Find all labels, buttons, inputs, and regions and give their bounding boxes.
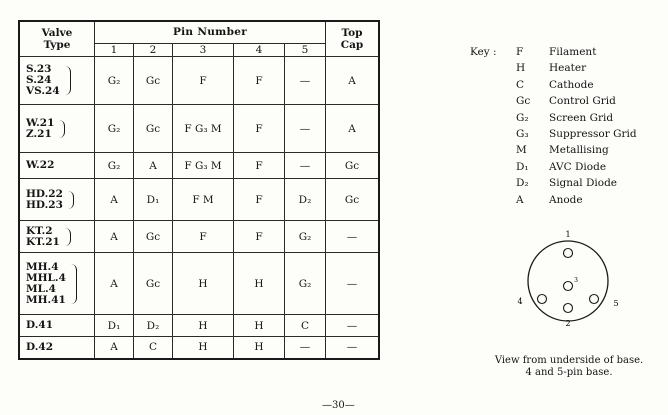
caption-line-2: 4 and 5-pin base.	[525, 367, 613, 378]
top-cap-cell: —	[326, 221, 380, 253]
valve-type-cell	[19, 337, 95, 359]
key-spacer	[470, 142, 516, 158]
key-spacer	[470, 192, 516, 208]
pin-2-cell: Gc	[134, 57, 173, 105]
valve-type-name: MHL.4	[26, 271, 66, 284]
pin-3-cell: F G₃ M	[173, 105, 234, 153]
pin-5-cell: C	[285, 315, 326, 337]
pin-label-3: 3	[574, 277, 578, 284]
pin-4-cell: F	[234, 221, 285, 253]
key-spacer	[470, 93, 516, 109]
key-abbreviation: M	[516, 144, 527, 157]
pin-3-cell: H	[173, 253, 234, 315]
pin-2-header: 2	[134, 43, 173, 56]
pin-2-cell: Gc	[134, 253, 173, 315]
key-abbreviation: A	[516, 193, 524, 206]
key-item	[470, 60, 637, 76]
key-item	[470, 126, 637, 142]
key-meaning: Screen Grid	[549, 111, 614, 124]
pin-4-cell: F	[234, 105, 285, 153]
key-item	[470, 110, 637, 126]
pin-5-cell: —	[285, 105, 326, 153]
key-spacer	[470, 77, 516, 93]
top-cap-cell: Gc	[326, 179, 380, 221]
key-meaning: Anode	[549, 193, 583, 206]
pin-label-2: 2	[565, 319, 571, 328]
key-meaning: Signal Diode	[549, 177, 618, 190]
pin-1-cell: A	[95, 179, 134, 221]
valve-type-name: D.41	[26, 319, 53, 331]
key-meaning: AVC Diode	[549, 160, 607, 173]
valve-type-header	[19, 21, 95, 57]
valve-type-name: VS.24	[26, 85, 60, 97]
valve-type-name: HD.22	[26, 187, 63, 200]
key-legend	[470, 44, 637, 208]
key-item	[470, 159, 637, 175]
valve-type-cell	[19, 153, 95, 179]
pin-4-cell: H	[234, 337, 285, 359]
valve-type-cell	[19, 179, 95, 221]
group-brace	[58, 120, 65, 138]
table-row	[19, 105, 379, 153]
valve-type-name: KT.2	[26, 224, 53, 237]
pin-number-header: Pin Number	[95, 21, 326, 43]
valve-type-name: KT.21	[26, 235, 60, 248]
pin-4-cell: F	[234, 153, 285, 179]
pin-5-header: 5	[285, 43, 326, 56]
top-cap-cell: —	[326, 315, 380, 337]
key-item	[470, 142, 637, 158]
valve-type-header-line2: Type	[43, 39, 71, 51]
key-item	[470, 93, 637, 109]
pin-4-cell: F	[234, 57, 285, 105]
key-meaning: Filament	[549, 46, 597, 58]
key-abbreviation: D₂	[516, 177, 529, 190]
pin-1-cell: G₂	[95, 57, 134, 105]
pin-2-cell: Gc	[134, 105, 173, 153]
valve-type-name: S.23	[26, 63, 52, 75]
table-row	[19, 179, 379, 221]
key-abbreviation: Gc	[516, 95, 531, 108]
pin-3-cell: F	[173, 57, 234, 105]
top-cap-header-line2: Cap	[340, 39, 364, 51]
key-meaning: Control Grid	[549, 95, 616, 108]
pin-1-cell: G₂	[95, 153, 134, 179]
table-row	[19, 253, 379, 315]
table-row	[19, 57, 379, 105]
key-spacer	[470, 126, 516, 142]
pin-4-cell: H	[234, 253, 285, 315]
table-row	[19, 153, 379, 179]
table-row	[19, 337, 379, 359]
key-spacer	[470, 159, 516, 175]
group-brace	[64, 228, 71, 246]
valve-type-cell	[19, 57, 95, 105]
pin-3-cell: H	[173, 315, 234, 337]
base-diagram-caption	[470, 355, 668, 379]
pin-label-4: 4	[517, 297, 523, 306]
key-meaning: Metallising	[549, 144, 609, 157]
pin-2-cell: D₁	[134, 179, 173, 221]
pin-2-cell: D₂	[134, 315, 173, 337]
pin-4-header: 4	[234, 43, 285, 56]
pin-3-header: 3	[173, 43, 234, 56]
pin-4-cell: F	[234, 179, 285, 221]
pin-5-cell: G₂	[285, 253, 326, 315]
group-brace	[70, 264, 77, 304]
group-brace	[67, 191, 74, 209]
top-cap-cell: A	[326, 57, 380, 105]
group-brace	[64, 66, 71, 95]
pin-2-cell: C	[134, 337, 173, 359]
valve-type-name: W.21	[26, 116, 55, 129]
pin-3-cell: H	[173, 337, 234, 359]
pin-hole-3	[564, 282, 573, 291]
key-abbreviation: H	[516, 62, 526, 75]
pin-1-cell: A	[95, 337, 134, 359]
pin-1-cell: A	[95, 253, 134, 315]
valve-type-header-line1: Valve	[41, 27, 73, 39]
pin-label-5: 5	[613, 299, 619, 308]
pin-5-cell: —	[285, 153, 326, 179]
valve-type-name: ML.4	[26, 282, 56, 295]
pin-1-header: 1	[95, 43, 134, 56]
key-abbreviation: F	[516, 46, 524, 58]
valve-base-diagram	[512, 226, 624, 332]
pin-2-cell: A	[134, 153, 173, 179]
pin-3-cell: F M	[173, 179, 234, 221]
key-spacer	[470, 110, 516, 126]
valve-type-name: Z.21	[26, 127, 52, 140]
caption-line-1: View from underside of base.	[494, 355, 644, 366]
valve-table-body	[19, 57, 379, 359]
pin-3-cell: F G₃ M	[173, 153, 234, 179]
key-abbreviation: D₁	[516, 160, 529, 173]
pin-5-cell: D₂	[285, 179, 326, 221]
valve-type-name: MH.41	[26, 293, 66, 306]
pin-hole-5	[590, 295, 599, 304]
valve-type-name: W.22	[26, 159, 55, 171]
pin-hole-2	[564, 304, 573, 313]
top-cap-header	[326, 21, 380, 57]
key-abbreviation: G₂	[516, 111, 529, 124]
valve-type-name: S.24	[26, 74, 52, 86]
pin-1-cell: G₂	[95, 105, 134, 153]
key-spacer	[470, 175, 516, 191]
top-cap-cell: —	[326, 253, 380, 315]
valve-type-name: D.42	[26, 340, 53, 353]
pin-label-1: 1	[565, 230, 571, 239]
top-cap-header-line1: Top	[341, 27, 363, 39]
key-item	[470, 175, 637, 191]
key-meaning: Suppressor Grid	[549, 128, 637, 141]
table-row	[19, 221, 379, 253]
key-meaning: Cathode	[549, 78, 594, 91]
pin-3-cell: F	[173, 221, 234, 253]
valve-type-cell	[19, 253, 95, 315]
key-meaning: Heater	[549, 62, 587, 75]
top-cap-cell: Gc	[326, 153, 380, 179]
pin-hole-4	[538, 295, 547, 304]
key-item	[470, 44, 637, 60]
valve-type-name: HD.23	[26, 198, 63, 211]
top-cap-cell: —	[326, 337, 380, 359]
page-number: —30—	[322, 400, 355, 411]
top-cap-cell: A	[326, 105, 380, 153]
key-abbreviation: C	[516, 78, 525, 91]
pin-1-cell: A	[95, 221, 134, 253]
key-item	[470, 77, 637, 93]
pin-2-cell: Gc	[134, 221, 173, 253]
valve-type-cell	[19, 221, 95, 253]
pin-1-cell: D₁	[95, 315, 134, 337]
valve-type-cell	[19, 315, 95, 337]
valve-type-name: MH.4	[26, 260, 59, 273]
pin-4-cell: H	[234, 315, 285, 337]
key-label: Key :	[470, 46, 497, 58]
table-row	[19, 315, 379, 337]
key-item	[470, 192, 637, 208]
pin-5-cell: —	[285, 57, 326, 105]
pin-hole-1	[564, 249, 573, 258]
key-abbreviation: G₃	[516, 128, 529, 141]
valve-pin-table	[18, 20, 380, 360]
key-spacer	[470, 60, 516, 76]
valve-type-cell	[19, 105, 95, 153]
pin-5-cell: —	[285, 337, 326, 359]
pin-5-cell: G₂	[285, 221, 326, 253]
